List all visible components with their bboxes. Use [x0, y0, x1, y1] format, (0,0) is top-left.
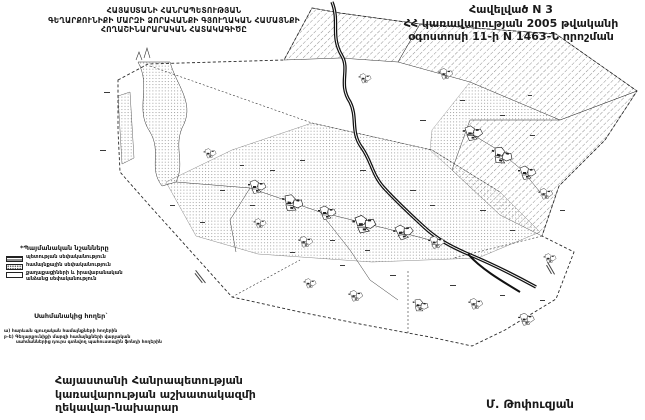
legend-item-label-line2: անձանց սեփականություն: [26, 275, 97, 282]
map-title-line3: ՀՈՂԱՇԻՆԱՐԱՐԱԿԱՆ ՀԱՏԱԿԱԳԻԾԸ: [101, 25, 247, 34]
legend-item-state: [6, 255, 166, 262]
legend-item-private: [6, 271, 166, 282]
adjacent-lands-item-b: բ-ե) Գեղարքունիքի մարզի համայնքների վարչական: [4, 334, 131, 340]
empty-swatch-icon: [6, 272, 23, 278]
annex-decision-line2: օգոստոսի 11-ի N 1463-Ն որոշման: [408, 30, 614, 43]
map-stipple-strip-left: [118, 92, 134, 164]
hatch-swatch-icon: [6, 256, 23, 262]
approver-title-line2: կառավարության աշխատակազմի: [55, 387, 256, 401]
map-stipple-band-left: [138, 62, 187, 186]
adjacent-lands-item-b-cont: սահմաններից դուրս գտնվող պահուստային ֆոնդի հողերին: [16, 340, 162, 346]
legend-item-label: պետության սեփականություն: [26, 254, 106, 260]
signature-name: Մ. Թոփուզյան: [486, 397, 574, 411]
legend-item-label: համայնքային սեփականություն: [26, 262, 111, 268]
map-boundary-annotation-right: [545, 262, 555, 276]
legend-item-label: [26, 271, 123, 282]
map-title: [18, 6, 330, 35]
dots-swatch-icon: [6, 264, 23, 270]
adjacent-lands-header: Սահմանակից հողեր`: [34, 312, 109, 320]
adjacent-lands-block: [4, 312, 182, 346]
map-title-line2: ԳԵՂԱՐՔՈՒՆԻՔԻ ՄԱՐԶԻ ՁՈՐԱՎԱՆՔԻ ԳՅՈՒՂԱԿԱՆ ՀԱՄԱՅՆՔԻ: [48, 15, 300, 25]
adjacent-lands-item-a: ա) հարևան գյուղական համայնքների հողերին: [4, 329, 118, 334]
annex-number: Հավելված N 3: [469, 3, 553, 16]
approver-title-line3: ղեկավար-նախարար: [55, 401, 179, 414]
annex-reference: [377, 3, 645, 44]
approver-title-line1: Հայաստանի Հանրապետության: [55, 374, 243, 387]
legend: [6, 244, 166, 284]
map-boundary-annotation-left: [193, 270, 206, 285]
map-title-line1: ՀԱՅԱՍՏԱՆԻ ՀԱՆՐԱՊԵՏՈՒԹՅԱՆ: [106, 6, 242, 15]
annex-decision-line1: ՀՀ կառավարության 2005 թվականի: [403, 16, 619, 30]
legend-header: *Պայմանական նշանները: [20, 244, 109, 252]
legend-item-community: [6, 263, 166, 270]
approver-title: [55, 374, 256, 415]
legend-item-label-line1: քաղաքացիների և իրավաբանական: [26, 270, 123, 276]
map-terrain-marks: [136, 48, 150, 60]
